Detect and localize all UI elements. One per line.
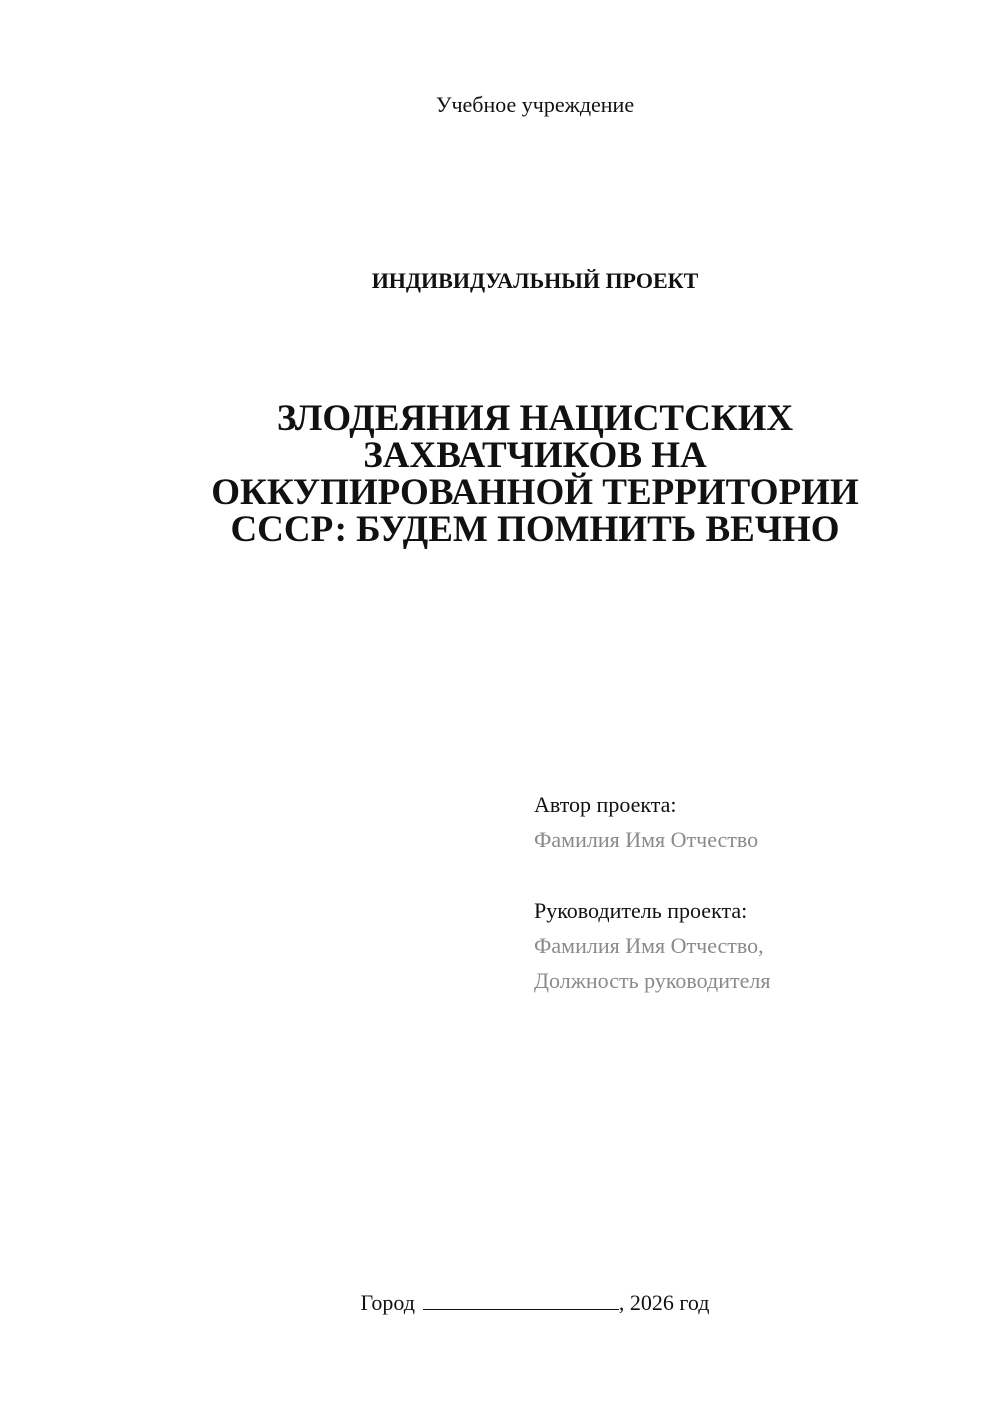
city-year-line bbox=[0, 1290, 1000, 1316]
author-block bbox=[534, 787, 974, 857]
title-line: ЗЛОДЕЯНИЯ НАЦИСТСКИХ bbox=[276, 398, 794, 439]
title-line: ОККУПИРОВАННОЙ ТЕРРИТОРИИ bbox=[211, 472, 859, 513]
project-title bbox=[150, 400, 920, 548]
institution-name: Учебное учреждение bbox=[435, 92, 635, 117]
title-line: СССР: БУДЕМ ПОМНИТЬ ВЕЧНО bbox=[230, 509, 840, 550]
city-blank-line bbox=[423, 1291, 619, 1310]
author-name: Фамилия Имя Отчество bbox=[534, 827, 759, 852]
title-line: ЗАХВАТЧИКОВ НА bbox=[363, 435, 707, 476]
supervisor-block bbox=[534, 893, 974, 998]
supervisor-name: Фамилия Имя Отчество, bbox=[534, 933, 764, 958]
supervisor-label: Руководитель проекта: bbox=[534, 898, 748, 923]
project-type-heading: ИНДИВИДУАЛЬНЫЙ ПРОЕКТ bbox=[371, 268, 699, 293]
supervisor-position: Должность руководителя bbox=[534, 968, 771, 993]
year-text: , 2026 год bbox=[618, 1290, 710, 1315]
author-label: Автор проекта: bbox=[534, 792, 677, 817]
city-label: Город bbox=[360, 1290, 415, 1315]
